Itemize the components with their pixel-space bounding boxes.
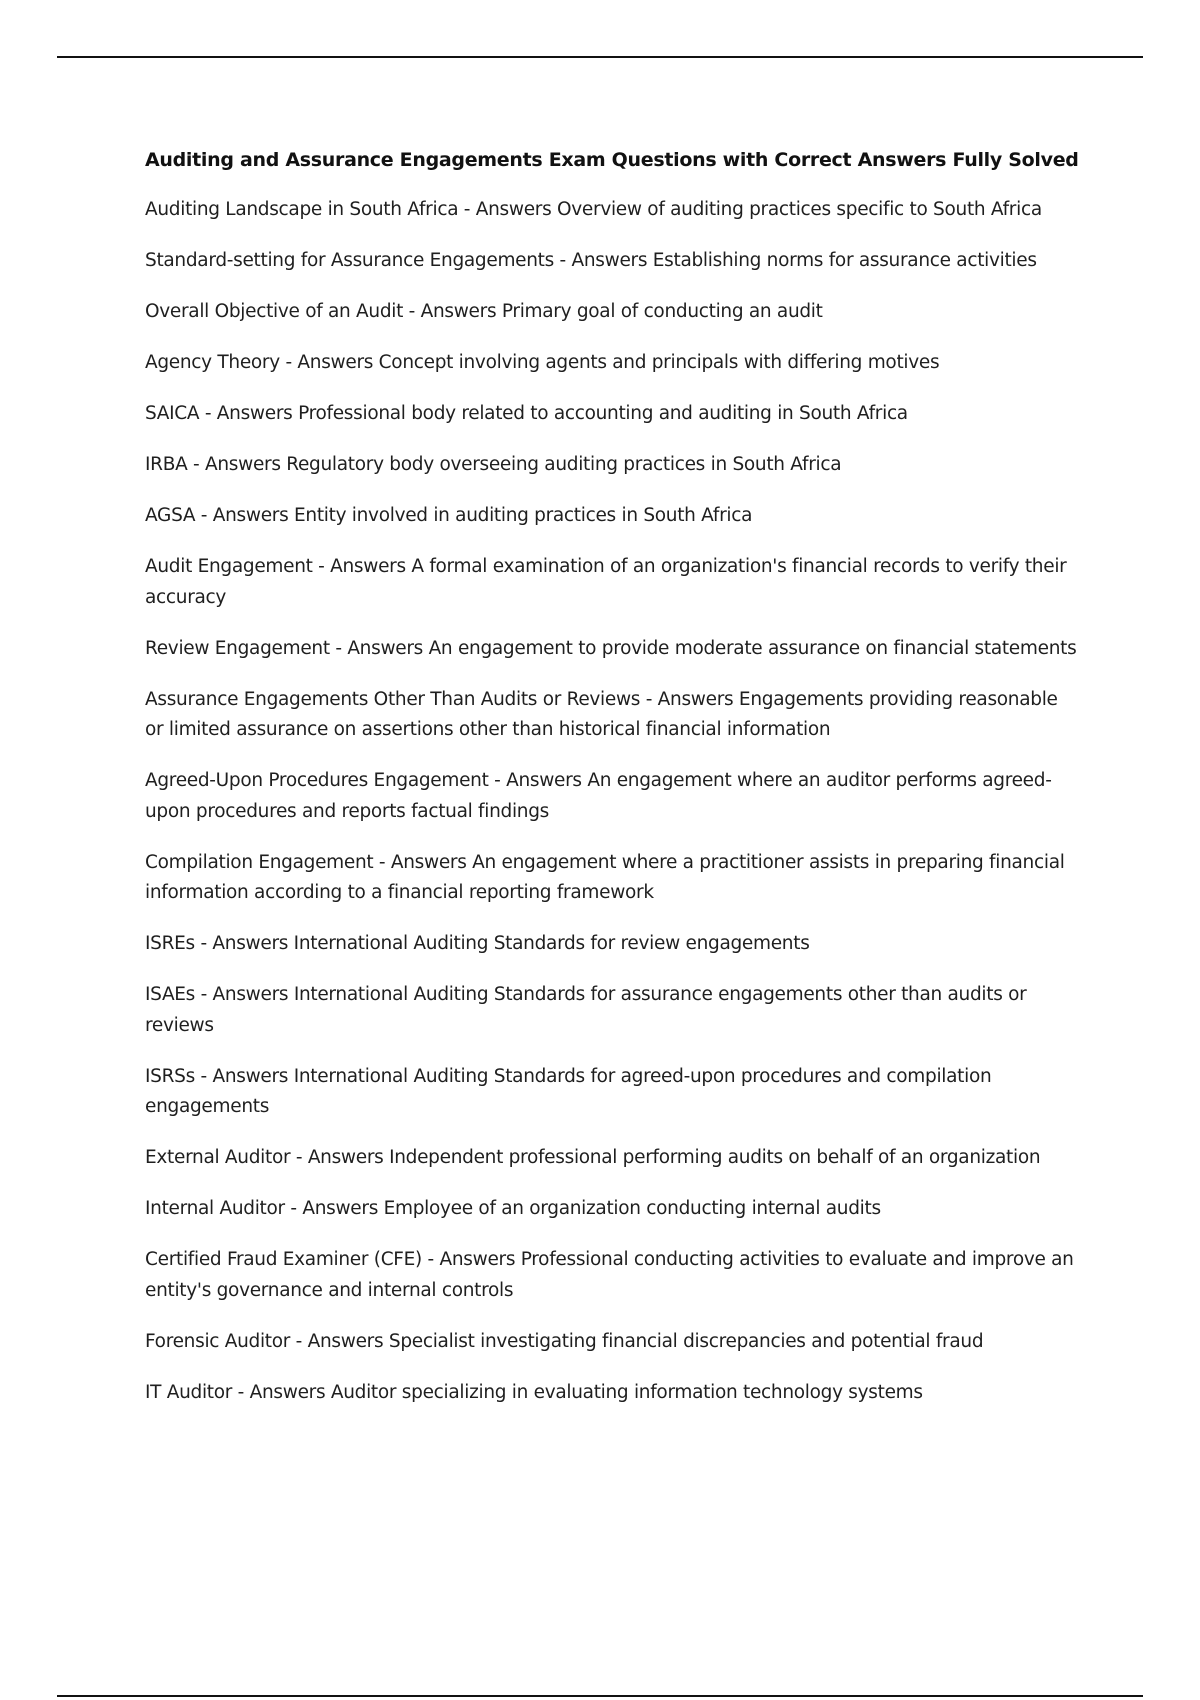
qa-item-overall-objective: Overall Objective of an Audit - Answers Primary goal of conducting an audit <box>145 301 823 322</box>
qa-item-standard-setting: Standard-setting for Assurance Engagements - Answers Establishing norms for assurance activities <box>145 250 1037 271</box>
top-divider <box>57 56 1143 58</box>
qa-item-isres: ISREs - Answers International Auditing Standards for review engagements <box>145 933 810 954</box>
qa-item-agency-theory: Agency Theory - Answers Concept involving agents and principals with differing motives <box>145 352 940 373</box>
qa-item-other-assurance: Assurance Engagements Other Than Audits or Reviews - Answers Engagements providing reasonable or limited assurance on assertions other than historical financial information <box>145 688 1058 740</box>
qa-item-compilation-engagement: Compilation Engagement - Answers An engagement where a practitioner assists in preparing financial information according to a financial reporting framework <box>145 851 1065 903</box>
document-title: Auditing and Assurance Engagements Exam Questions with Correct Answers Fully Solved <box>145 149 1079 171</box>
qa-item-isaes: ISAEs - Answers International Auditing Standards for assurance engagements other than audits or reviews <box>145 984 1027 1036</box>
bottom-divider <box>57 1695 1143 1697</box>
qa-item-external-auditor: External Auditor - Answers Independent professional performing audits on behalf of an organization <box>145 1147 1041 1168</box>
qa-item-review-engagement: Review Engagement - Answers An engagement to provide moderate assurance on financial statements <box>145 637 1077 659</box>
document-body <box>145 145 1080 1429</box>
qa-item-it-auditor: IT Auditor - Answers Auditor specializing in evaluating information technology systems <box>145 1381 923 1403</box>
qa-item-internal-auditor: Internal Auditor - Answers Employee of an organization conducting internal audits <box>145 1198 881 1219</box>
qa-item-agsa: AGSA - Answers Entity involved in auditing practices in South Africa <box>145 505 753 526</box>
qa-item-irba: IRBA - Answers Regulatory body overseeing auditing practices in South Africa <box>145 454 842 475</box>
qa-item-audit-engagement: Audit Engagement - Answers A formal examination of an organization's financial records to verify their accuracy <box>145 556 1067 608</box>
qa-list <box>145 195 1080 1408</box>
qa-item-saica: SAICA - Answers Professional body related to accounting and auditing in South Africa <box>145 403 908 424</box>
qa-item-forensic-auditor: Forensic Auditor - Answers Specialist investigating financial discrepancies and potential fraud <box>145 1330 984 1352</box>
qa-item-auditing-landscape: Auditing Landscape in South Africa - Answers Overview of auditing practices specific to South Africa <box>145 199 1042 220</box>
qa-item-agreed-upon-procedures: Agreed-Upon Procedures Engagement - Answers An engagement where an auditor performs agreed-upon procedures and reports factual findings <box>145 770 1052 822</box>
qa-item-cfe: Certified Fraud Examiner (CFE) - Answers Professional conducting activities to evaluate and improve an entity's governance and internal controls <box>145 1249 1074 1301</box>
qa-item-isrss: ISRSs - Answers International Auditing Standards for agreed-upon procedures and compilation engagements <box>145 1065 992 1117</box>
